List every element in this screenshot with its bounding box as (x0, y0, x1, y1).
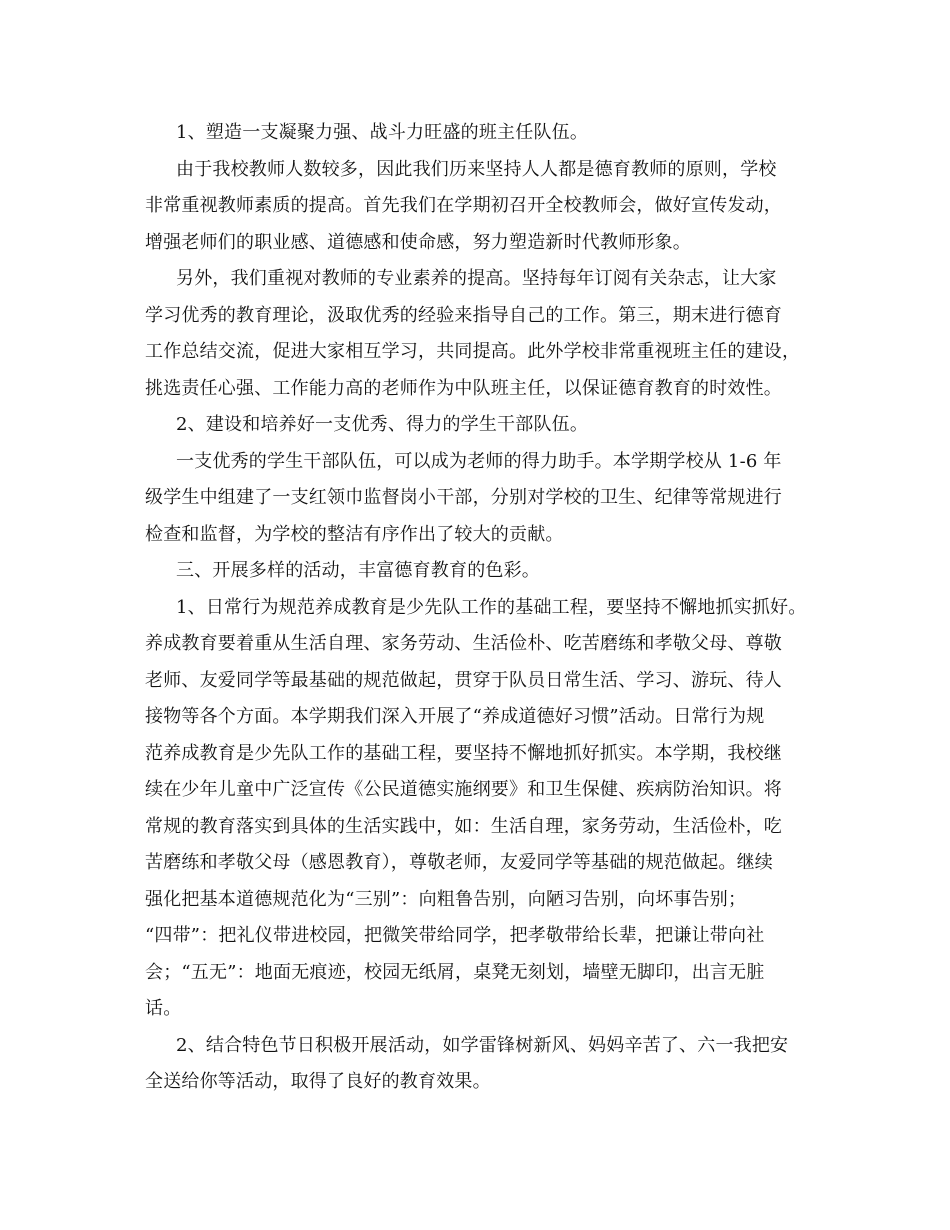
paragraph-line: 另外，我们重视对教师的专业素养的提高。坚持每年订阅有关杂志，让大家 (176, 268, 777, 289)
heading-2: 2、建设和培养好一支优秀、得力的学生干部队伍。 (176, 414, 589, 435)
paragraph-line: 一支优秀的学生干部队伍，可以成为老师的得力助手。本学期学校从 1-6 年 (176, 450, 782, 472)
paragraph-line: 检查和监督，为学校的整洁有序作出了较大的贡献。 (145, 523, 564, 545)
paragraph-line: 话。 (145, 998, 182, 1019)
paragraph-line: 非常重视教师素质的提高。首先我们在学期初召开全校教师会，做好宣传发动， (145, 195, 782, 216)
paragraph-line: 全送给你等活动，取得了良好的教育效果。 (145, 1071, 491, 1092)
paragraph-line: 工作总结交流，促进大家相互学习，共同提高。此外学校非常重视班主任的建设， (145, 341, 801, 362)
paragraph-line: 强化把基本道德规范化为“三别”：向粗鲁告别，向陋习告别，向坏事告别； (145, 888, 747, 910)
paragraph-line: 常规的教育落实到具体的生活实践中，如：生活自理，家务劳动，生活俭朴，吃 (145, 815, 782, 837)
heading-1: 1、塑造一支凝聚力强、战斗力旺盛的班主任队伍。 (176, 122, 589, 143)
paragraph-line: “四带”：把礼仪带进校园，把微笑带给同学，把孝敬带给长辈，把谦让带向社 (145, 925, 765, 946)
document-body (145, 115, 815, 1101)
paragraph-line: 学习优秀的教育理论，汲取优秀的经验来指导自己的工作。第三，期末进行德育 (145, 304, 782, 326)
paragraph-line: 范养成教育是少先队工作的基础工程，要坚持不懈地抓好抓实。本学期，我校继 (145, 742, 782, 764)
paragraph-line: 级学生中组建了一支红领巾监督岗小干部，分别对学校的卫生、纪律等常规进行 (145, 487, 782, 508)
paragraph-line: 1、日常行为规范养成教育是少先队工作的基础工程，要坚持不懈地抓实抓好。 (176, 596, 807, 618)
paragraph-line: 苦磨练和孝敬父母（感恩教育），尊敬老师，友爱同学等基础的规范做起。继续 (145, 852, 773, 873)
paragraph-line: 续在少年儿童中广泛宣传《公民道德实施纲要》和卫生保健、疾病防治知识。将 (145, 779, 782, 800)
paragraph-line: 养成教育要着重从生活自理、家务劳动、生活俭朴、吃苦磨练和孝敬父母、尊敬 (145, 633, 782, 654)
paragraph-line: 接物等各个方面。本学期我们深入开展了“养成道德好习惯”活动。日常行为规 (145, 706, 765, 727)
paragraph-line: 会；“五无”：地面无痕迹，校园无纸屑，桌凳无刻划，墙壁无脚印，出言无脏 (145, 961, 765, 983)
paragraph-line: 2、结合特色节日积极开展活动，如学雷锋树新风、妈妈辛苦了、六一我把安 (176, 1034, 789, 1056)
paragraph-line: 老师、友爱同学等最基础的规范做起，贯穿于队员日常生活、学习、游玩、待人 (145, 669, 782, 691)
paragraph-line: 增强老师们的职业感、道德感和使命感，努力塑造新时代教师形象。 (145, 231, 691, 253)
paragraph-line: 由于我校教师人数较多，因此我们历来坚持人人都是德育教师的原则，学校 (176, 158, 777, 180)
paragraph-line: 挑选责任心强、工作能力高的老师作为中队班主任，以保证德育教育的时效性。 (145, 377, 782, 399)
section-heading-3: 三、开展多样的活动，丰富德育教育的色彩。 (176, 560, 540, 581)
